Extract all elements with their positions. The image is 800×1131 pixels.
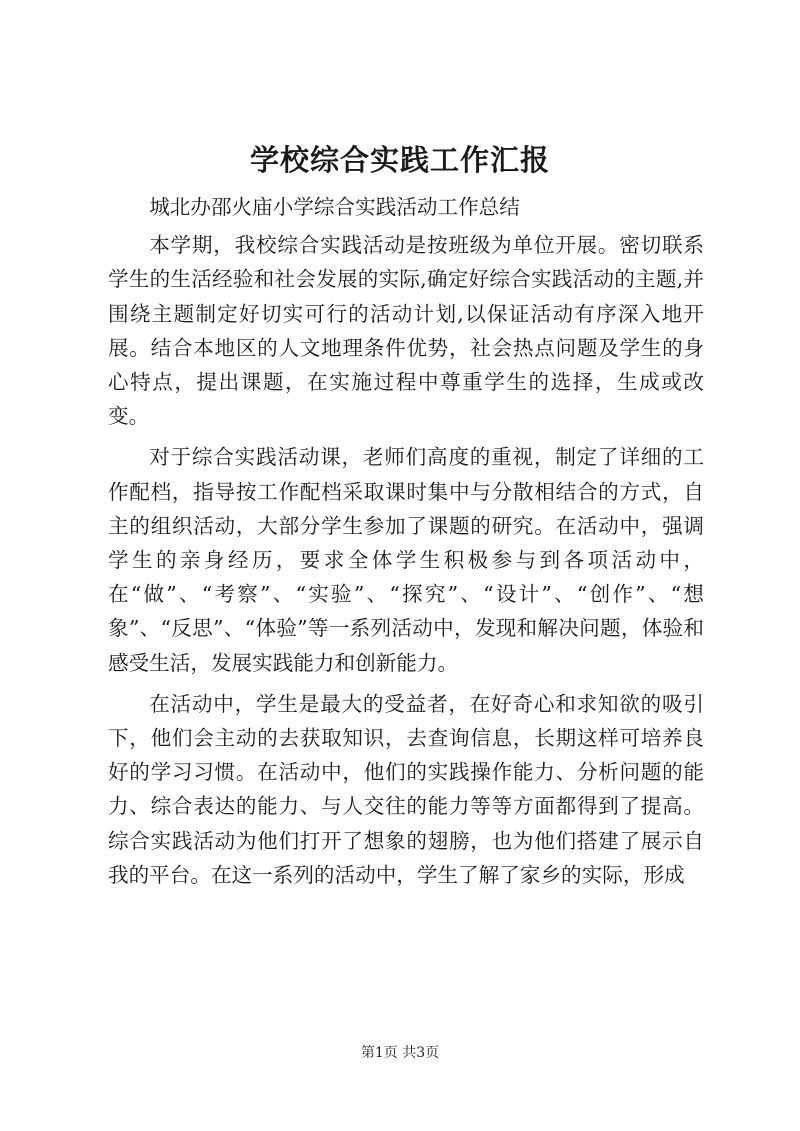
document-title: 学校综合实践工作汇报: [249, 143, 550, 177]
page-footer: 第1页 共3页: [360, 1045, 440, 1061]
document-subtitle: 城北办邵火庙小学综合实践活动工作总结: [149, 195, 520, 219]
document-body: [108, 190, 704, 899]
paragraph-3: 在活动中，学生是最大的受益者，在好奇心和求知欲的吸引下，他们会主动的去获取知识，去查询信息，长期这样可培养良好的学习习惯。在活动中，他们的实践操作能力、分析问题的能力、综合表达的能力、与人交往的能力等等方面都得到了提高。综合实践活动为他们打开了想象的翅膀，也为他们搭建了展示自我的平台。在这一系列的活动中，学生了解了家乡的实际，形成: [108, 691, 704, 887]
paragraph-1: 本学期，我校综合实践活动是按班级为单位开展。密切联系学生的生活经验和社会发展的实际,确定好综合实践活动的主题,并围绕主题制定好切实可行的活动计划,以保证活动有序深入地开展。结合本地区的人文地理条件优势，社会热点问题及学生的身心特点，提出课题，在实施过程中尊重学生的选择，生成或改变。: [108, 233, 704, 429]
paragraph-2: 对于综合实践活动课，老师们高度的重视，制定了详细的工作配档，指导按工作配档采取课时集中与分散相结合的方式，自主的组织活动，大部分学生参加了课题的研究。在活动中，强调学生的亲身经历，要求全体学生积极参与到各项活动中，在“做”、“考察”、“实验”、“探究”、“设计”、“创作”、“想象”、“反思”、“体验”等一系列活动中，发现和解决问题，体验和感受生活，发展实践能力和创新能力。: [108, 445, 704, 675]
